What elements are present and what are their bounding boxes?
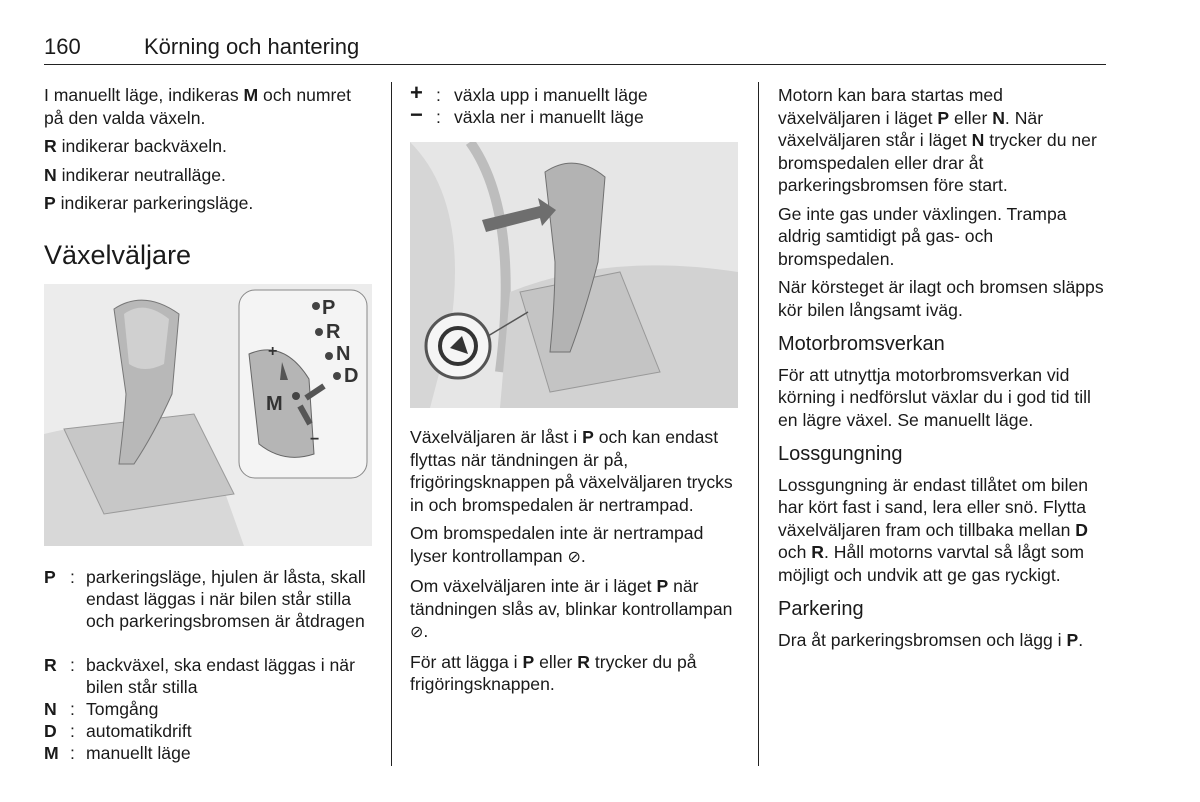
lock-paragraph: Växelväljaren är låst i P och kan endast flyttas när tändningen är på, frigöringsknappen på växelväljaren trycks in och bromspedalen är nertrampad. [410,427,733,515]
fig-label-r: R [326,321,341,343]
definition-n: N : Tomgång [44,699,159,719]
n-paragraph: N indikerar neutralläge. [44,164,226,185]
definition-d: D : automatikdrift [44,721,192,741]
fig-label-d: D [344,365,359,387]
gas-paragraph: Ge inte gas under växlingen. Trampa aldrig samtidigt på gas- och bromspedalen. [778,203,1067,269]
ignition-paragraph: Om växelväljaren inte är i läget P när tändningen slås av, blinkar kontrollampan ⊘. [410,575,745,645]
header-rule [44,64,1106,65]
parking-paragraph: Dra åt parkeringsbromsen och lägg i P. [778,629,1084,650]
r-paragraph: R indikerar backväxeln. [44,136,227,156]
fig-label-p: P [322,297,336,319]
fig-label-n: N [336,343,351,365]
start-paragraph: Motorn kan bara startas med växelväljaren i läget P eller N. När växelväljaren står i läget N trycker du ner bromspedalen eller drar åt parkeringsbromsen före start. [778,85,1097,195]
shift-lock-lamp-icon-2: ⊘ [410,624,424,641]
column-2-text [410,426,745,702]
intro-paragraph: I manuellt läge, indikeras M och numret på den valda växeln. [44,85,352,128]
column-divider-1 [391,82,392,766]
engine-brake-paragraph: För att utnyttja motorbromsverkan vid körning i nedförslut växlar du i god tid till en lägre växel. Se manuellt läge. [778,364,1091,430]
shift-legend [410,80,740,128]
gear-selector-svg [44,284,372,546]
release-button-paragraph: För att lägga i P eller R trycker du på frigöringsknappen. [410,651,697,694]
brake-lamp-paragraph: Om bromspedalen inte är nertrampad lyser kontrollampan ⊘. [410,522,745,569]
shift-lock-illustration [410,142,738,408]
creep-paragraph: När körsteget är ilagt och bromsen släpps kör bilen långsamt iväg. [778,277,1104,320]
column-1-intro [44,84,364,221]
minus-icon: − [410,102,423,127]
gear-selector-illustration [44,284,372,546]
definition-p: P : parkeringsläge, hjulen är låsta, skall endast läggas i när bilen står stilla och parkeringsbromsen är åtdragen [44,567,366,631]
shift-lock-svg [410,142,738,408]
heading-parkering: Parkering [778,598,864,620]
definition-r: R : backväxel, ska endast läggas i när bilen står stilla [44,655,355,697]
rocking-paragraph: Lossgungning är endast tillåtet om bilen har kört fast i sand, lera eller snö. Flytta växelväljaren fram och tillbaka mellan D och R. Håll motorns varvtal så lågt som möjligt och undvik att ge gas ryckigt. [778,474,1089,585]
position-definitions [44,566,374,764]
legend-shift-down: − : växla ner i manuellt läge [410,102,644,127]
legend-shift-up: + : växla upp i manuellt läge [410,80,648,105]
page-number: 160 [44,34,81,59]
definition-m: M : manuellt läge [44,743,191,763]
plus-icon: + [410,80,423,105]
fig-label-minus: − [310,431,320,448]
fig-label-m: M [266,393,283,415]
heading-motorbromsverkan: Motorbromsverkan [778,333,945,355]
fig-label-plus: + [268,343,278,360]
p-paragraph: P indikerar parkeringsläge. [44,193,254,213]
heading-lossgungning: Lossgungning [778,443,903,465]
column-3-text [778,84,1110,657]
shift-lock-lamp-icon: ⊘ [567,548,581,566]
column-divider-2 [758,82,759,766]
section-title: Körning och hantering [144,34,360,59]
heading-vaxelvaljare: Växelväljare [44,240,192,270]
